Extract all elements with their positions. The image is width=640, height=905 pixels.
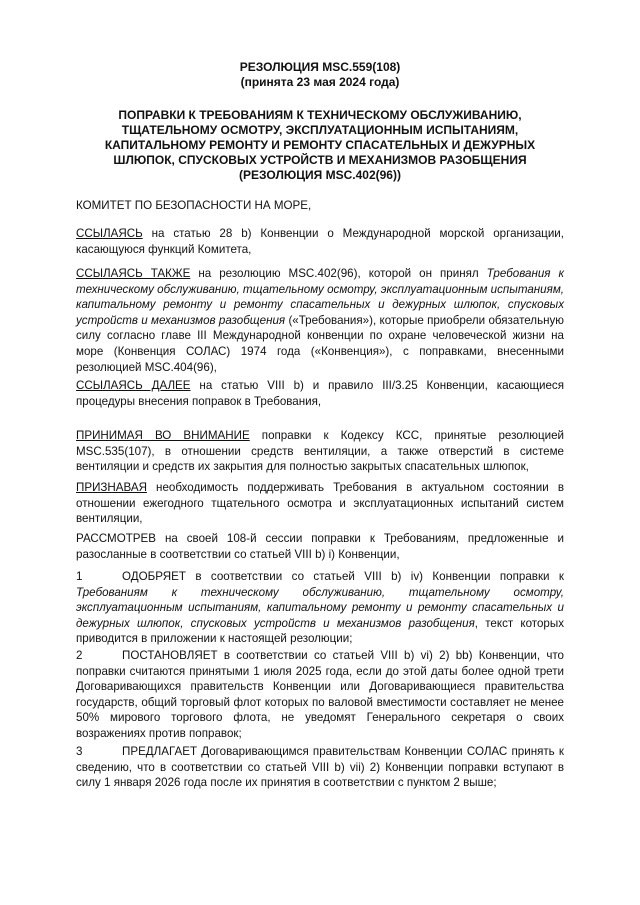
recalling-further-text: на статью VIII b) и правило III/3.25 Конвенции, касающиеся процедуры внесения поправок в Требования, xyxy=(76,379,564,408)
considering-paragraph: РАССМОТРЕВ на своей 108-й сессии поправки к Требованиям, предложенные и разосланные в соответствии со статьей VIII b) i) Конвенции, xyxy=(76,532,564,561)
recalling-lead: ССЫЛАЯСЬ xyxy=(76,227,143,240)
item-text: в соответствии со статьей VIII b) vi) 2) bb) Конвенции, что поправки считаются принятыми 1 июля 2025 года, если до этой даты более одной трети Договаривающихся правительств Конвенции или Договаривающиеся правительства государств, общий торговый флот которых по валовой вместимости составляет не менее 50% мирового торгового флота, не уведомят Генерального секретаря о своих возражениях против поправок; xyxy=(76,649,564,740)
heading-line: ПОПРАВКИ К ТРЕБОВАНИЯМ К ТЕХНИЧЕСКОМУ ОБСЛУЖИВАНИЮ, xyxy=(118,108,522,122)
noting-lead: ПРИНИМАЯ ВО ВНИМАНИЕ xyxy=(76,429,250,442)
recalling-also-lead: ССЫЛАЯСЬ ТАКЖЕ xyxy=(76,267,191,280)
requirements-title: Требования к техническому обслуживанию, тщательному осмотру, эксплуатационным испытаниям, капитальному ремонту и ремонту спасательных и дежурных шлюпок, спусковых устройств и механизмов разобщения xyxy=(76,267,564,327)
item-number: 1 xyxy=(76,570,83,583)
noting-paragraph xyxy=(76,428,564,475)
resolution-title: РЕЗОЛЮЦИЯ MSC.559(108) xyxy=(239,60,401,74)
recalling-paragraph xyxy=(76,226,564,257)
item-lead: ПРЕДЛАГАЕТ xyxy=(122,745,198,758)
recognizing-paragraph xyxy=(76,480,564,527)
item-text-cont: , текст которых приводится в приложении к настоящей резолюции; xyxy=(76,616,565,646)
operative-item-3 xyxy=(76,744,564,791)
requirements-title: Требованиям к техническому обслуживанию, тщательному осмотру, эксплуатационным испытаниям, капитальному ремонту и ремонту спасательных и дежурных шлюпок, спусковых устройств и механизмов разобщения xyxy=(76,585,564,630)
item-lead: ОДОБРЯЕТ xyxy=(122,570,186,583)
heading-line: КАПИТАЛЬНОМУ РЕМОНТУ И РЕМОНТУ СПАСАТЕЛЬНЫХ И ДЕЖУРНЫХ xyxy=(104,138,536,152)
item-number: 2 xyxy=(76,649,83,662)
resolution-heading xyxy=(76,108,564,183)
item-text: Договаривающимся правительствам Конвенции СОЛАС принять к сведению, что в соответствии со статьей VIII b) vii) 2) Конвенции поправки вступают в силу 1 января 2026 года после их принятия в соответствии с пунктом 2 выше; xyxy=(76,745,564,790)
heading-line: ТЩАТЕЛЬНОМУ ОСМОТРУ, ЭКСПЛУАТАЦИОННЫМ ИСПЫТАНИЯМ, xyxy=(121,123,519,137)
adoption-date: (принята 23 мая 2024 года) xyxy=(240,75,400,89)
item-lead: ПОСТАНОВЛЯЕТ xyxy=(122,649,218,662)
noting-text: поправки к Кодексу КСС, принятые резолюцией MSC.535(107), в отношении средств вентиляции, а также отверстий в системе вентиляции и средств их закрытия для полностью закрытых спасательных шлюпок, xyxy=(76,429,564,474)
heading-line: ШЛЮПОК, СПУСКОВЫХ УСТРОЙСТВ И МЕХАНИЗМОВ РАЗОБЩЕНИЯ xyxy=(113,153,527,167)
heading-line: (РЕЗОЛЮЦИЯ MSC.402(96)) xyxy=(239,168,401,182)
recalling-also-text: на резолюцию MSC.402(96), которой он принял xyxy=(190,267,487,280)
item-text: в соответствии со статьей VIII b) iv) Конвенции поправки к xyxy=(185,570,564,583)
operative-item-1 xyxy=(76,569,564,647)
recalling-further-lead: ССЫЛАЯСЬ ДАЛЕЕ xyxy=(76,379,191,392)
recalling-also-paragraph xyxy=(76,266,564,375)
committee-line: КОМИТЕТ ПО БЕЗОПАСНОСТИ НА МОРЕ, xyxy=(76,199,312,212)
item-number: 3 xyxy=(76,745,83,758)
recognizing-lead: ПРИЗНАВАЯ xyxy=(76,481,147,494)
recalling-also-text-cont: («Требования»), которые приобрели обязательную силу согласно главе III Международной конвенции по охране человеческой жизни на море (Конвенция СОЛАС) 1974 года («Конвенция»), с поправками, внесенными резолюцией MSC.404(96), xyxy=(76,313,565,374)
recalling-text: на статью 28 b) Конвенции о Международной морской организации, касающуюся функций Комитета, xyxy=(76,227,564,256)
recognizing-text: необходимость поддерживать Требования в актуальном состоянии в отношении ежегодного тщательного осмотра и эксплуатационных испытаний систем вентиляции, xyxy=(76,481,564,526)
document-page xyxy=(76,60,565,790)
recalling-further-paragraph xyxy=(76,378,564,409)
operative-item-2 xyxy=(76,648,564,742)
